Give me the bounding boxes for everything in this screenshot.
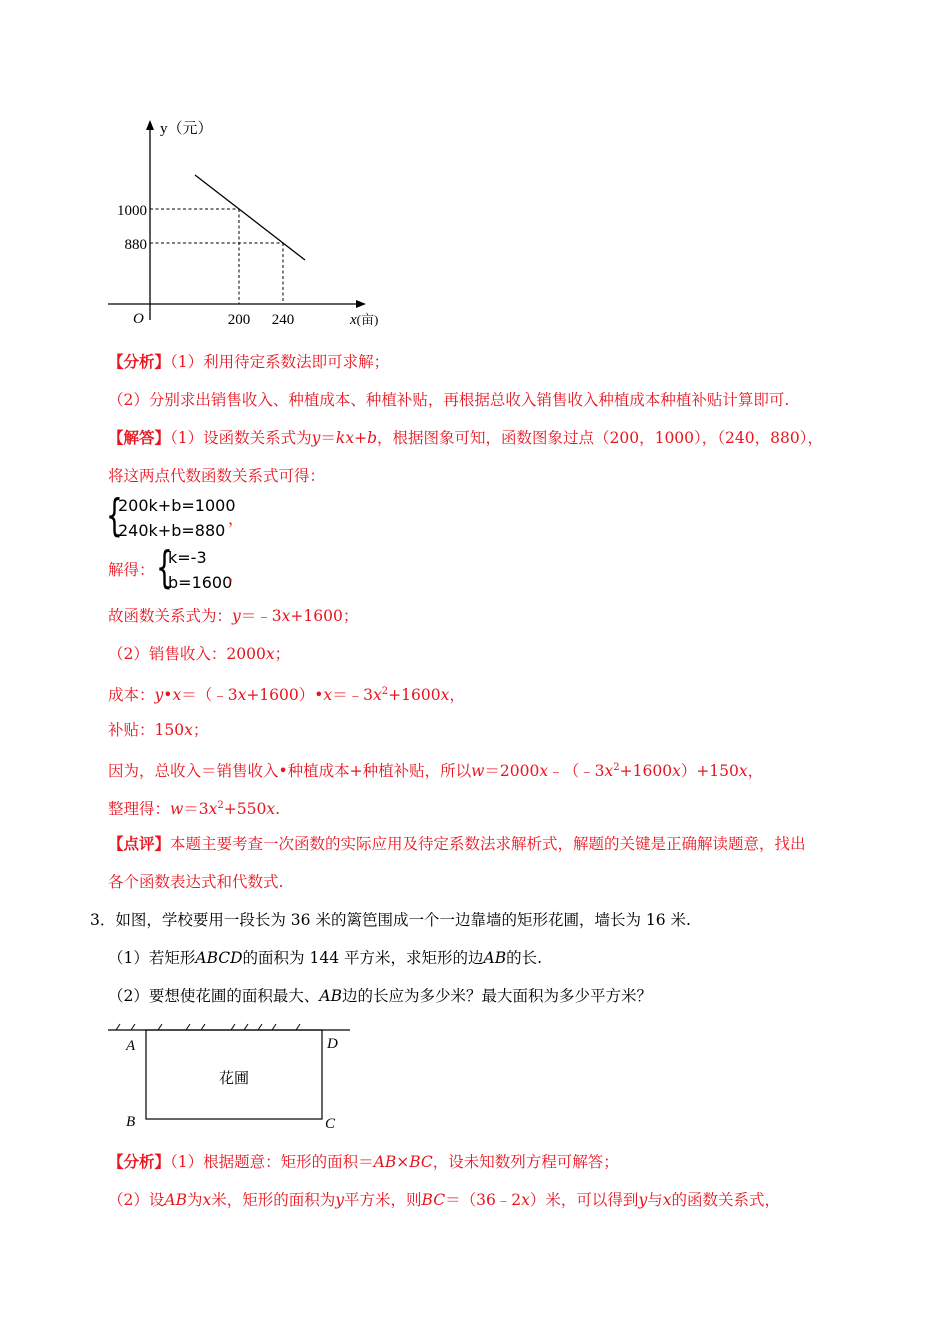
label-B: B <box>126 1114 136 1130</box>
y-axis-label: y（元） <box>160 121 213 137</box>
equation-system-2: { k=-3 b=1600 ， <box>156 542 245 593</box>
x-axis-label: x(亩) <box>350 312 379 328</box>
answer-line-2: 将这两点代数函数关系式可得： <box>108 467 326 485</box>
wall-hatching <box>116 1024 300 1030</box>
review-tag: 【点评】 <box>108 834 171 853</box>
brace-icon: { <box>106 490 123 541</box>
because-line: 因为，总收入＝销售收入•种植成本+种植补贴，所以$w=2000x﹣(﹣3x^2+1600x)+150x$， <box>108 762 764 781</box>
x-tick-240: 240 <box>271 312 295 328</box>
analysis-tag: 【分析】 <box>108 1152 171 1171</box>
label-A: A <box>126 1038 136 1054</box>
subsidy-line: 补贴：150x； <box>108 721 209 739</box>
label-C: C <box>325 1116 336 1132</box>
y-axis-arrow <box>146 120 154 130</box>
function-result: 故函数关系式为：y＝﹣3x+1600； <box>108 607 359 625</box>
analysis-line-2: （2）分别求出销售收入、种植成本、种植补贴，再根据总收入销售收入种植成本种植补贴计算即可. <box>108 391 790 409</box>
analysis-tag: 【分析】 <box>108 352 171 371</box>
question-3: 3．如图，学校要用一段长为 36 米的篱笆围成一个一边靠墙的矩形花圃，墙长为 16 米. <box>90 911 691 929</box>
review-line-1: 【点评】本题主要考查一次函数的实际应用及待定系数法求解析式，解题的关键是正确解读题意，找出 <box>108 834 806 853</box>
answer-tag: 【解答】 <box>108 428 171 447</box>
brace-icon: { <box>156 542 173 593</box>
question-3-part-2: （2）要想使花圃的面积最大、AB边的长应为多少米？最大面积为多少平方米？ <box>108 987 652 1005</box>
equation-system-1: { 200k+b=1000 240k+b=880 ， <box>106 490 245 541</box>
garden-figure <box>100 1018 360 1138</box>
q3-analysis-2: （2）设AB为x米，矩形的面积为y平方米，则BC＝（36﹣2x）米，可以得到y与x的函数关系式， <box>108 1191 780 1209</box>
origin-label: O <box>133 311 144 327</box>
q3-analysis-1: 【分析】（1）根据题意：矩形的面积＝AB×BC，设未知数列方程可解答； <box>108 1152 619 1171</box>
garden-label: 花圃 <box>218 1071 250 1087</box>
label-D: D <box>327 1036 338 1052</box>
x-axis-arrow <box>356 300 366 308</box>
answer-line-1: 【解答】（1）设函数关系式为y＝kx+b，根据图象可知，函数图象过点（200，1000），（240，880）， <box>108 428 823 447</box>
x-tick-200: 200 <box>227 312 251 328</box>
question-3-part-1: （1）若矩形ABCD的面积为 144 平方米，求矩形的边AB的长. <box>108 949 543 967</box>
cost-line: 成本：$y•x=(﹣3x+1600)•x=﹣3x^2+1600x$， <box>108 686 465 705</box>
line-chart <box>100 115 390 335</box>
data-line <box>195 175 305 260</box>
tidy-line: 整理得：$w=3x^2+550x$. <box>108 800 281 819</box>
y-tick-880: 880 <box>124 237 147 253</box>
solve-label: 解得： <box>108 561 155 579</box>
analysis-line-1: 【分析】（1）利用待定系数法即可求解； <box>108 352 390 371</box>
review-line-2: 各个函数表达式和代数式. <box>108 873 284 891</box>
y-tick-1000: 1000 <box>117 203 147 219</box>
sales-income: （2）销售收入：2000x； <box>108 645 291 663</box>
